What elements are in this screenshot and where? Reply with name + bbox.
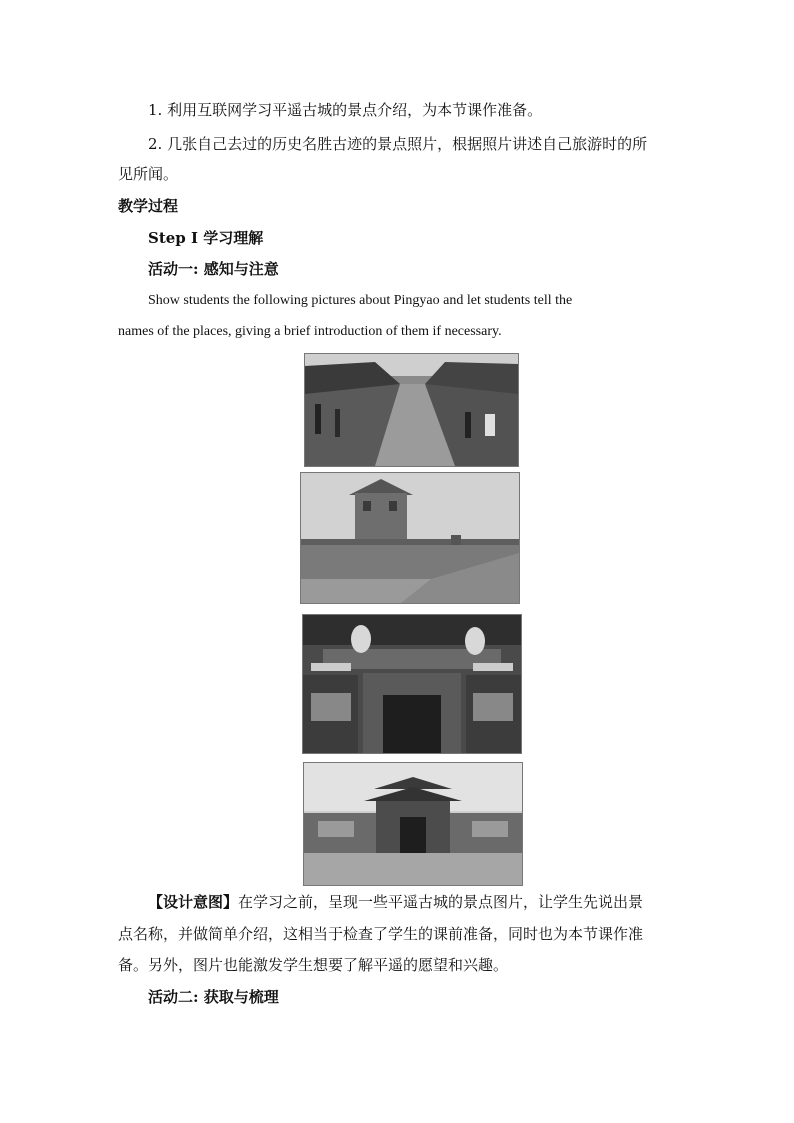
- design-intent-line-1: [148, 892, 643, 912]
- prep-item-2-line-1: 2. 几张自己去过的历史名胜古迹的景点照片，根据照片讲述自己旅游时的所: [148, 135, 648, 153]
- city-wall-tower-photo: [300, 472, 520, 604]
- design-intent-text-1: 在学习之前，呈现一些平遥古城的景点图片，让学生先说出景: [238, 893, 644, 911]
- design-intent-line-3: 备。另外，图片也能激发学生想要了解平遥的愿望和兴趣。: [118, 956, 509, 974]
- instruction-line-1: Show students the following pictures about Pingyao and let students tell the: [148, 293, 573, 308]
- prep-item-2-line-2: 见所闻。: [118, 165, 179, 183]
- temple-gate-photo: [303, 762, 523, 886]
- activity-1-heading: 活动一: 感知与注意: [148, 260, 279, 278]
- design-intent-line-2: 点名称，并做简单介绍，这相当于检查了学生的课前准备，同时也为本节课作准: [118, 925, 644, 943]
- instruction-line-2: names of the places, giving a brief introduction of them if necessary.: [118, 324, 502, 339]
- section-heading: 教学过程: [118, 197, 179, 215]
- street-photo: [304, 353, 519, 467]
- ornate-gate-photo: [302, 614, 522, 754]
- activity-2-heading: 活动二: 获取与梳理: [148, 988, 279, 1006]
- prep-item-1: 1. 利用互联网学习平遥古城的景点介绍，为本节课作准备。: [148, 101, 543, 119]
- design-intent-label: 【设计意图】: [148, 893, 239, 911]
- step-heading: Step I 学习理解: [148, 229, 264, 247]
